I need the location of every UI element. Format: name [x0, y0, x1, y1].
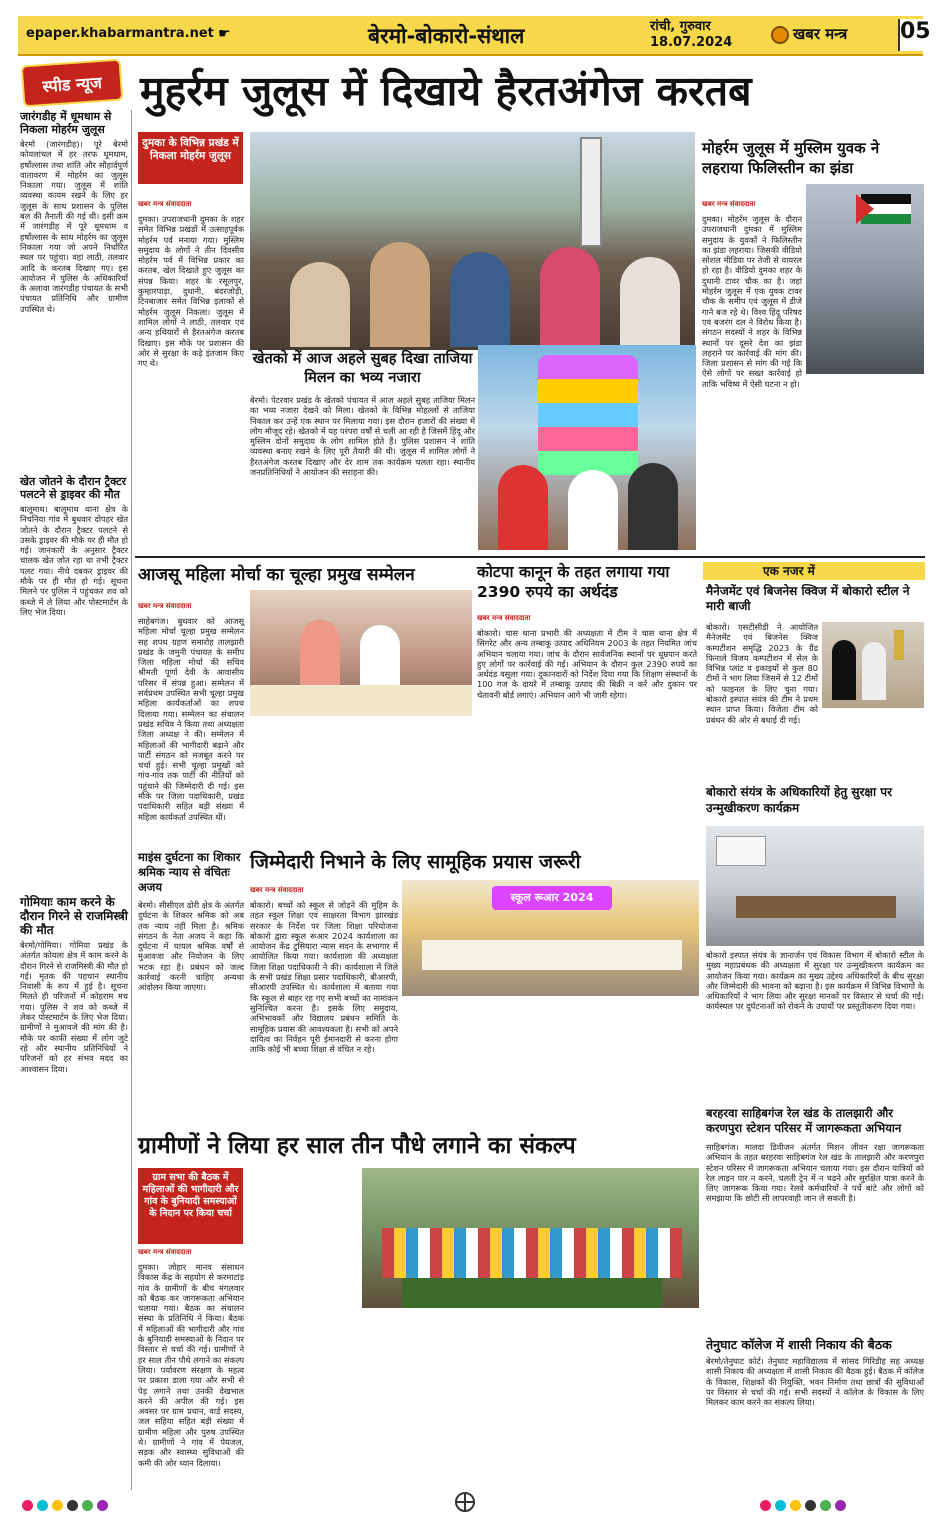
dumka-label: दुमका के विभिन्न प्रखंड में निकला मोहर्रम जुलूस: [138, 132, 243, 184]
school-banner-text: स्कूल रूआर 2024: [492, 886, 612, 910]
gram-byline: खबर मन्त्र संवाददाता: [138, 1248, 192, 1256]
left-headline-1: जारंगडीह में धूमधाम से निकला मोहर्रम जुलूस: [20, 110, 112, 136]
dumka-byline: खबर मन्त्र संवाददाता: [138, 200, 192, 208]
column-divider: [131, 110, 132, 1490]
registration-marks-left: [22, 1496, 192, 1510]
flag-headline: मोहर्रम जुलूस में मुस्लिम युवक ने लहराया फिलिस्तीन का झंडा: [702, 139, 880, 177]
gram-headline: ग्रामीणों ने लिया हर साल तीन पौधे लगाने का संकल्प: [138, 1133, 576, 1159]
left-story-1: बेरमो (जारंगडीह)। पूरे बेरमो कोयलांचल में हर तरफ धूमधाम, हर्षोल्लास तथा शांति और सौहार्दपूर्ण वातावरण में मोहर्रम का जुलूस निकाला गया। जुलूस में शांति व्यवस्था कायम रखने के लिए हर जुलूस के साथ प्रशासन के पुलिस बल की तैनाती की गई थी। इसी क्रम में जारंगडीह में पूरे धूमधाम व हर्षोल्लास के साथ मोहर्रम का जुलूस निकाला गया जो अपने निर्धारित स्थल पर पहुंचा। वहां लाठी, तलवार आदि के करतब दिखाए गए। इस आयोजन में पुलिस के अधिकारियों के अलावा जारंगडीह पंचायत के सभी पंचायत प्रतिनिधि और ग्रामीण उपस्थित थे।: [20, 139, 128, 314]
nazar-headline-1: मैनेजमेंट एवं बिजनेस क्विज में बोकारो स्टील ने मारी बाजी: [706, 584, 910, 613]
section-divider: [135, 556, 925, 558]
mines-story: बेरमो। सीसीएल ढोरी क्षेत्र के अंतर्गत दुर्घटना के शिकार श्रमिक को अब तक न्याय नहीं मिला है। श्रमिक संगठन के नेता अजय ने कहा कि दुर्घटना में घायल श्रमिक वर्षों से मुआवजा और नियोजन के लिए भटक रहा है। प्रबंधन को जल्द कार्रवाई करनी चाहिए अन्यथा आंदोलन किया जाएगा।: [138, 900, 244, 993]
page-number: 05: [898, 19, 923, 51]
school-byline: खबर मन्त्र संवाददाता: [250, 886, 304, 894]
ek-nazar-tag: एक नजर में: [703, 562, 925, 580]
dumka-story: दुमका। उपराजधानी दुमका के शहर समेत विभिन्न प्रखंडों में उत्साहपूर्वक मोहर्रम पर्व मनाया गया। मुस्लिम समुदाय के लोगों ने तीन दिवसीय मोहर्रम पर्व में विभिन्न प्रकार का करतब, खेल दिखाते हुए जुलूस का संपन्न किया। शहर के रसूलपुर, कुम्हारपाड़ा, दुधानी, बंदरजोड़ी, टिनबाजार समेत विभिन्न इलाकों से मोहर्रम जुलूस निकला। जुलूस में शामिल लोगों ने लाठी, तलवार एवं अन्य हथियारों से हैरतअंगेज करतब दिखाए। इस मौके पर प्रशासन की ओर से सुरक्षा के कड़े इंतजाम किए गए थे।: [138, 214, 244, 369]
left-column: [20, 110, 128, 1490]
ajsu-headline: आजसू महिला मोर्चा का चूल्हा प्रमुख सम्मेलन: [138, 565, 415, 585]
nazar-story-1: बोकारो। एसटीसीडी ने आयोजित मैनेजमेंट एवं बिजनेस क्विज कम्पटीशन समृद्धि 2023 के ग्रैंड फिनाले विजय कम्पटीशन में सेल के विभिन्न प्लांट व इकाइयों से कुल 80 टीमों ने भाग लिया जिसमें से 12 टीमों को फाइनल के लिए चुना गया। बोकारो इस्पात संयंत्र की टीम ने प्रथम स्थान प्राप्त किया। विजेता टीम को प्रबंधन की ओर से बधाई दी गई।: [706, 622, 818, 725]
flag-story: दुमका। मोहर्रम जुलूस के दौरान उपराजधानी दुमका में मुस्लिम समुदाय के युवकों ने फिलिस्तीन का झंडा लहराया। जिसकी वीडियो सोशल मीडिया पर तेजी से वायरल हो रहा है। वीडियो दुमका शहर के दुधानी टावर चौक का है। जहां मोहर्रम जुलूस में एक युवक टावर चौक के समीप एवं जुलूस में डीजे गाने बज रहे थे। विश्व हिंदू परिषद एवं बजरंग दल ने विरोध किया है। संगठन सदस्यों ने शहर के विभिन्न स्थानों पर दूसरे देश का झंडा लहराने पर कार्रवाई की मांग की। जिला प्रशासन से मांग की गई कि ऐसे लोगों पर सख्त कार्रवाई हो ताकि भविष्य में ऐसी घटना न हो।: [702, 214, 802, 389]
gram-story: दुमका। जोहार मानव संसाधन विकास केंद्र के सहयोग से करमाटांड़ गांव के ग्रामीणों के बीच मंगलवार को बैठक कर जागरूकता अभियान चलाया गया। बैठक का संचालन संस्था के प्रतिनिधि ने किया। बैठक में महिलाओं की भागीदारी और गांव के बुनियादी समस्याओं के निदान पर विस्तार से चर्चा की गई। ग्रामीणों ने हर साल तीन पौधे लगाने का संकल्प लिया। पर्यावरण संरक्षण के महत्व पर प्रकाश डाला गया और सभी से पेड़ लगाने तथा उनकी देखभाल करने की अपील की गई। इस अवसर पर ग्राम प्रधान, वार्ड सदस्य, जल सहिया सहित बड़ी संख्या में ग्रामीण महिला और पुरुष उपस्थित थे। ग्रामीणों ने गांव में पेयजल, सड़क और स्वास्थ्य सुविधाओं की कमी की ओर ध्यान दिलाया।: [138, 1262, 244, 1468]
place-day: रांची, गुरुवार: [650, 19, 711, 34]
date-block: [650, 19, 732, 51]
safety-orientation-photo: [706, 826, 924, 946]
ajsu-story-cont: [250, 718, 472, 846]
nazar-headline-3: बरहरवा साहिबगंज रेल खंड के तालझारी और करणपुरा स्टेशन परिसर में जागरूकता अभियान: [706, 1106, 902, 1135]
kotpa-headline: कोटपा कानून के तहत लगाया गया 2390 रुपये का अर्थदंड: [477, 563, 670, 601]
mines-headline: माइंस दुर्घटना का शिकार श्रमिक न्याय से वंचितः अजय: [138, 850, 241, 894]
kotpa-story: बोकारो। चास थाना प्रभारी की अध्यक्षता में टीम ने चास थाना क्षेत्र में सिगरेट और अन्य तम्बाकू उत्पाद अधिनियम 2003 के तहत नियमित जांच अभियान चलाया गया। जांच के दौरान सार्वजनिक स्थानों पर धूम्रपान करते हुए लोगों पर कार्रवाई की गई। अभियान के दौरान कुल 2390 रुपये का अर्थदंड वसूला गया। दुकानदारों को निर्देश दिया गया कि शिक्षण संस्थानों के 100 गज के दायरे में तम्बाकू उत्पाद की बिक्री न करें और दुकान पर चेतावनी बोर्ड लगाएं। अभियान आगे भी जारी रहेगा।: [477, 628, 697, 700]
school-story: बोकारो। बच्चों को स्कूल से जोड़ने की मुहिम के तहत स्कूल शिक्षा एवं साक्षरता विभाग झारखंड सरकार के निर्देश पर जिला शिक्षा परियोजना बोकारो द्वारा स्कूल रूआर 2024 कार्यशाला का आयोजन केंद्र टुसियारा न्यास सदन के सभागार में आयोजित किया गया। कार्यशाला की अध्यक्षता जिला शिक्षा पदाधिकारी ने की। कार्यशाला में जिले के सभी प्रखंड शिक्षा प्रसार पदाधिकारी, बीआरपी, सीआरपी उपस्थित थे। कार्यशाला में बताया गया कि स्कूल से बाहर रह गए सभी बच्चों का नामांकन सुनिश्चित करना है। इसके लिए समुदाय, अभिभावकों और विद्यालय प्रबंधन समिति के सामूहिक प्रयास की आवश्यकता है। सभी को अपने दायित्व का निर्वहन पूरी ईमानदारी से करना होगा ताकि कोई भी बच्चा शिक्षा से वंचित न रहे।: [250, 900, 398, 1055]
muharram-procession-photo: [250, 132, 695, 350]
tazia-photo: [478, 345, 696, 550]
header-bar: [18, 16, 931, 56]
kotpa-byline: खबर मन्त्र संवाददाता: [477, 614, 531, 622]
gram-story-cont: [250, 1168, 358, 1490]
registration-marks-right: [760, 1496, 930, 1510]
ajsu-story: साहेबगंज। बुधवार को आजसू महिला मोर्चा चूल्हा प्रमुख सम्मेलन सह शपथ ग्रहण समारोह तालझारी प्रखंड के जमुनी पंचायत के समीप जिला महिला मोर्चा की सचिव श्रीमती पूर्णा देवी के आवासीय परिसर में संपन्न हुआ। सम्मेलन में सर्वप्रथम उपस्थित सभी चूल्हा प्रमुख महिला कार्यकर्ताओं का शपथ दिलाया गया। सम्मेलन का संचालन प्रखंड सचिव ने किया तथा अध्यक्षता जिला अध्यक्ष ने की। सम्मेलन में महिलाओं की भागीदारी बढ़ाने और पार्टी संगठन को मजबूत करने पर चर्चा हुई। सभी चूल्हा प्रमुखों को गांव-गांव तक पार्टी की नीतियों को पहुंचाने की जिम्मेदारी दी गई। इस मौके पर जिला पदाधिकारी, प्रखंड पदाधिकारी सहित बड़ी संख्या में महिला कार्यकर्ता उपस्थित थीं।: [138, 616, 244, 822]
left-headline-3: गोमियाः काम करने के दौरान गिरने से राजमिस्त्री की मौत: [20, 895, 128, 937]
nazar-headline-2: बोकारो संयंत्र के अधिकारियों हेतु सुरक्षा पर उन्मुखीकरण कार्यक्रम: [706, 785, 893, 815]
nazar-story-4: बेरमो/तेनुघाट कोर्ट। तेनुघाट महाविद्यालय में सांसद गिरिडीह सह अध्यक्ष शासी निकाय की अध्यक्षता में शासी निकाय की बैठक हुई। बैठक में कॉलेज के विकास, शिक्षकों की नियुक्ति, भवन निर्माण तथा छात्रों की सुविधाओं पर विस्तार से चर्चा की गई। सभी सदस्यों ने कॉलेज के विकास के लिए मिलकर काम करने का संकल्प लिया।: [706, 1356, 924, 1408]
pointer-icon: ☛: [218, 26, 231, 42]
left-story-3: बेरमो/गोमिया। गोमिया प्रखंड के अंतर्गत कोयला क्षेत्र में काम करने के दौरान गिरने से राजमिस्त्री की मौत हो गई। मृतक की पहचान स्थानीय निवासी के रूप में हुई है। सूचना मिलते ही परिजनों में कोहराम मच गया। पुलिस ने शव को कब्जे में लेकर पोस्टमार्टम के लिए भेज दिया। ग्रामीणों ने मुआवजे की मांग की है। मौके पर काफी संख्या में लोग जुटे रहे और स्थानीय प्रतिनिधियों ने परिजनों को हर संभव मदद का आश्वासन दिया।: [20, 940, 128, 1074]
khetko-story: बेरमो। पेटरवार प्रखंड के खेतको पंचायत में आज अहले सुबह ताजिया मिलन का भव्य नजारा देखने को मिला। खेतको के विभिन्न मोहल्लों से ताजिया निकाल कर उन्हें एक स्थान पर मिलाया गया। इस दौरान हजारों की संख्या में लोग मौजूद रहे। खेतको में यह परंपरा वर्षों से चली आ रही है जिसमें हिंदू और मुस्लिम दोनों समुदाय के लोग शामिल होते हैं। पुलिस प्रशासन ने शांति व्यवस्था बनाए रखने के लिए पूरी तैयारी की थी। जुलूस में शामिल लोगों ने हैरतअंगेज करतब दिखाए और देर शाम तक कार्यक्रम चलता रहा। स्थानीय जनप्रतिनिधियों ने आयोजन की सराहना की।: [250, 395, 475, 478]
edition-title: बेरमो-बोकारो-संथाल: [368, 24, 525, 48]
issue-date: 18.07.2024: [650, 35, 733, 50]
khetko-headline: खेतको में आज अहले सुबह दिखा ताजिया मिलन का भव्य नजारा: [252, 351, 473, 386]
main-headline: मुहर्रम जुलूस में दिखाये हैरतअंगेज करतब: [140, 67, 752, 115]
nazar-story-2: बोकारो इस्पात संयंत्र के ज्ञानार्जन एवं विकास विभाग में बोकारो स्टील के मुख्य महाप्रबंधक की अध्यक्षता में सुरक्षा पर उन्मुखीकरण कार्यक्रम का आयोजन किया गया। कार्यक्रम का मुख्य उद्देश्य अधिकारियों के बीच सुरक्षा और जिम्मेदारी की भावना को बढ़ाना है। इस कार्यक्रम में विभिन्न विभागों के अधिकारियों ने भाग लिया और सुरक्षा मानकों पर विस्तार से चर्चा की गई। कार्यस्थल पर दुर्घटनाओं को रोकने के उपायों पर प्रस्तुतीकरण दिया गया।: [706, 950, 924, 1012]
speed-news-badge: स्पीड न्यूज: [21, 59, 124, 108]
brand-name: खबर मन्त्र: [793, 25, 848, 43]
quiz-winners-photo: [822, 622, 924, 708]
site-url[interactable]: epaper.khabarmantra.net: [26, 26, 214, 41]
plantation-photo: [362, 1168, 699, 1308]
ajsu-meeting-photo: [250, 590, 472, 716]
left-story-2: बालूमाथ। बालूमाथ थाना क्षेत्र के निचनिया गांव में बुधवार दोपहर खेत जोतने के दौरान ट्रैक्टर पलटने से उसके ड्राइवर की मौके पर ही मौत हो गई। जानकारी के अनुसार ट्रैक्टर चालक खेत जोत रहा था तभी ट्रैक्टर पलट गया। नीचे दबकर ड्राइवर की मौके पर ही मौत हो गई। सूचना मिलने पर पुलिस ने पहुंचकर शव को कब्जे में ले लिया और पोस्टमार्टम के लिए भेज दिया।: [20, 504, 128, 617]
school-workshop-photo: [402, 880, 699, 996]
nazar-headline-4: तेनुघाट कॉलेज में शासी निकाय की बैठक: [706, 1337, 892, 1352]
school-story-cont: [402, 1000, 699, 1118]
ajsu-byline: खबर मन्त्र संवाददाता: [138, 602, 192, 610]
brand-logo-icon: [771, 26, 789, 44]
gram-story-cont2: [362, 1312, 699, 1490]
flag-byline: खबर मन्त्र संवाददाता: [702, 200, 756, 208]
gram-label: ग्राम सभा की बैठक में महिलाओं की भागीदारी और गांव के बुनियादी समस्याओं के निदान पर किया चर्चा: [138, 1168, 243, 1244]
crosshair-icon: [455, 1492, 475, 1512]
left-headline-2: खेत जोतने के दौरान ट्रैक्टर पलटने से ड्राइवर की मौत: [20, 475, 127, 501]
flag-story-cont: [810, 378, 924, 550]
flag-photo: [806, 184, 924, 374]
school-headline: जिम्मेदारी निभाने के लिए सामूहिक प्रयास जरूरी: [250, 851, 581, 873]
nazar-story-3: साहिबगंज। मालदा डिवीजन अंतर्गत मिशन जीवन रक्षा जागरूकता अभियान के तहत बरहरवा साहिबगंज रेल खंड के तालझारी और करणपुरा स्टेशन परिसर में जागरूकता अभियान चलाया गया। इस दौरान यात्रियों को रेल लाइन पार न करने, चलती ट्रेन में न चढ़ने और सुरक्षित यात्रा करने के लिए जागरूक किया गया। रेलवे कर्मचारियों ने पर्चे बांटे और लोगों को समझाया कि छोटी सी लापरवाही जान ले सकती है।: [706, 1142, 924, 1204]
